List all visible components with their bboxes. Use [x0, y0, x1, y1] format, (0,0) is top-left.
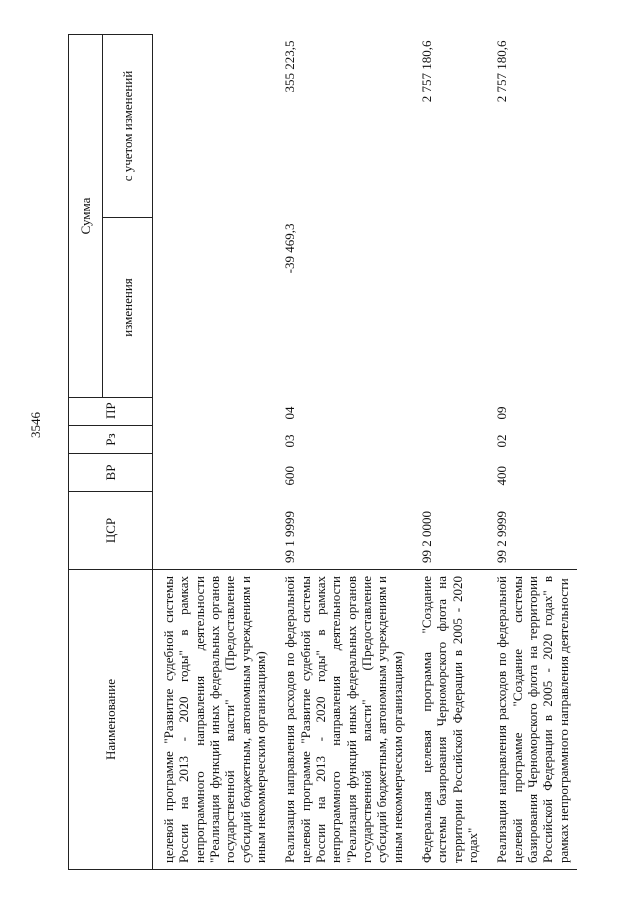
table-row	[153, 35, 275, 870]
page-number: 3546	[28, 412, 43, 438]
row-csr: 99 2 9999	[494, 511, 510, 563]
row-with-changes	[153, 35, 275, 218]
table-body	[153, 35, 577, 870]
header-vr: ВР	[69, 454, 153, 492]
row-pr: 09	[494, 406, 510, 420]
header-name: Наименование	[69, 570, 153, 870]
row-vr	[153, 454, 275, 492]
row-name: целевой программе "Развитие судебной системы России на 2013 - 2020 годы" в рамках непрограммного направления деятельности "Реализация функций иных федеральных органов государственной власти" (Предоставление субсидий бюджетным, автономным учреждениям и иным некоммерческим организациям)	[153, 570, 275, 870]
header-changes: изменения	[103, 218, 153, 398]
row-pr	[411, 398, 486, 426]
row-changes	[411, 218, 486, 398]
row-csr: 99 2 0000	[418, 511, 434, 563]
row-vr: 600	[282, 466, 298, 486]
row-with-changes: 2 757 180,6	[418, 40, 434, 103]
row-rz: 03	[282, 434, 298, 448]
row-with-changes: 2 757 180,6	[494, 40, 510, 103]
table-row	[411, 35, 486, 870]
header-with-changes: с учетом изменений	[103, 35, 153, 218]
header-csr: ЦСР	[69, 492, 153, 570]
row-csr	[153, 492, 275, 570]
row-name: Федеральная целевая программа "Создание системы базирования Черноморского флота на территории Российской Федерации в 2005 - 2020 годах"	[411, 570, 486, 870]
row-csr: 99 1 9999	[282, 511, 298, 563]
row-pr	[153, 398, 275, 426]
row-changes	[153, 218, 275, 398]
row-changes	[486, 218, 577, 398]
row-rz	[153, 426, 275, 454]
row-name: Реализация направления расходов по федеральной целевой программе "Создание системы базирования Черноморского флота на территории Российской Федерации в 2005 - 2020 годах" в рамках непрограммного направления деятельности	[486, 570, 577, 870]
header-sum: Сумма	[69, 35, 103, 398]
row-pr: 04	[282, 406, 298, 420]
row-rz: 02	[494, 434, 510, 448]
row-with-changes: 355 223,5	[282, 40, 298, 93]
row-changes: -39 469,3	[282, 223, 298, 274]
row-vr	[411, 454, 486, 492]
table-row	[274, 35, 411, 870]
header-rz: Рз	[69, 426, 153, 454]
budget-table	[68, 34, 577, 870]
table-header	[69, 35, 153, 870]
row-vr: 400	[494, 466, 510, 486]
table-row	[486, 35, 577, 870]
header-pr: ПР	[69, 398, 153, 426]
budget-table-container	[68, 35, 608, 870]
row-rz	[411, 426, 486, 454]
row-name: Реализация направления расходов по федеральной целевой программе "Развитие судебной системы России на 2013 - 2020 годы" в рамках непрограммного направления деятельности "Реализация функций иных федеральных органов государственной власти" (Предоставление субсидий бюджетным, автономным учреждениям и иным некоммерческим организациям)	[274, 570, 411, 870]
